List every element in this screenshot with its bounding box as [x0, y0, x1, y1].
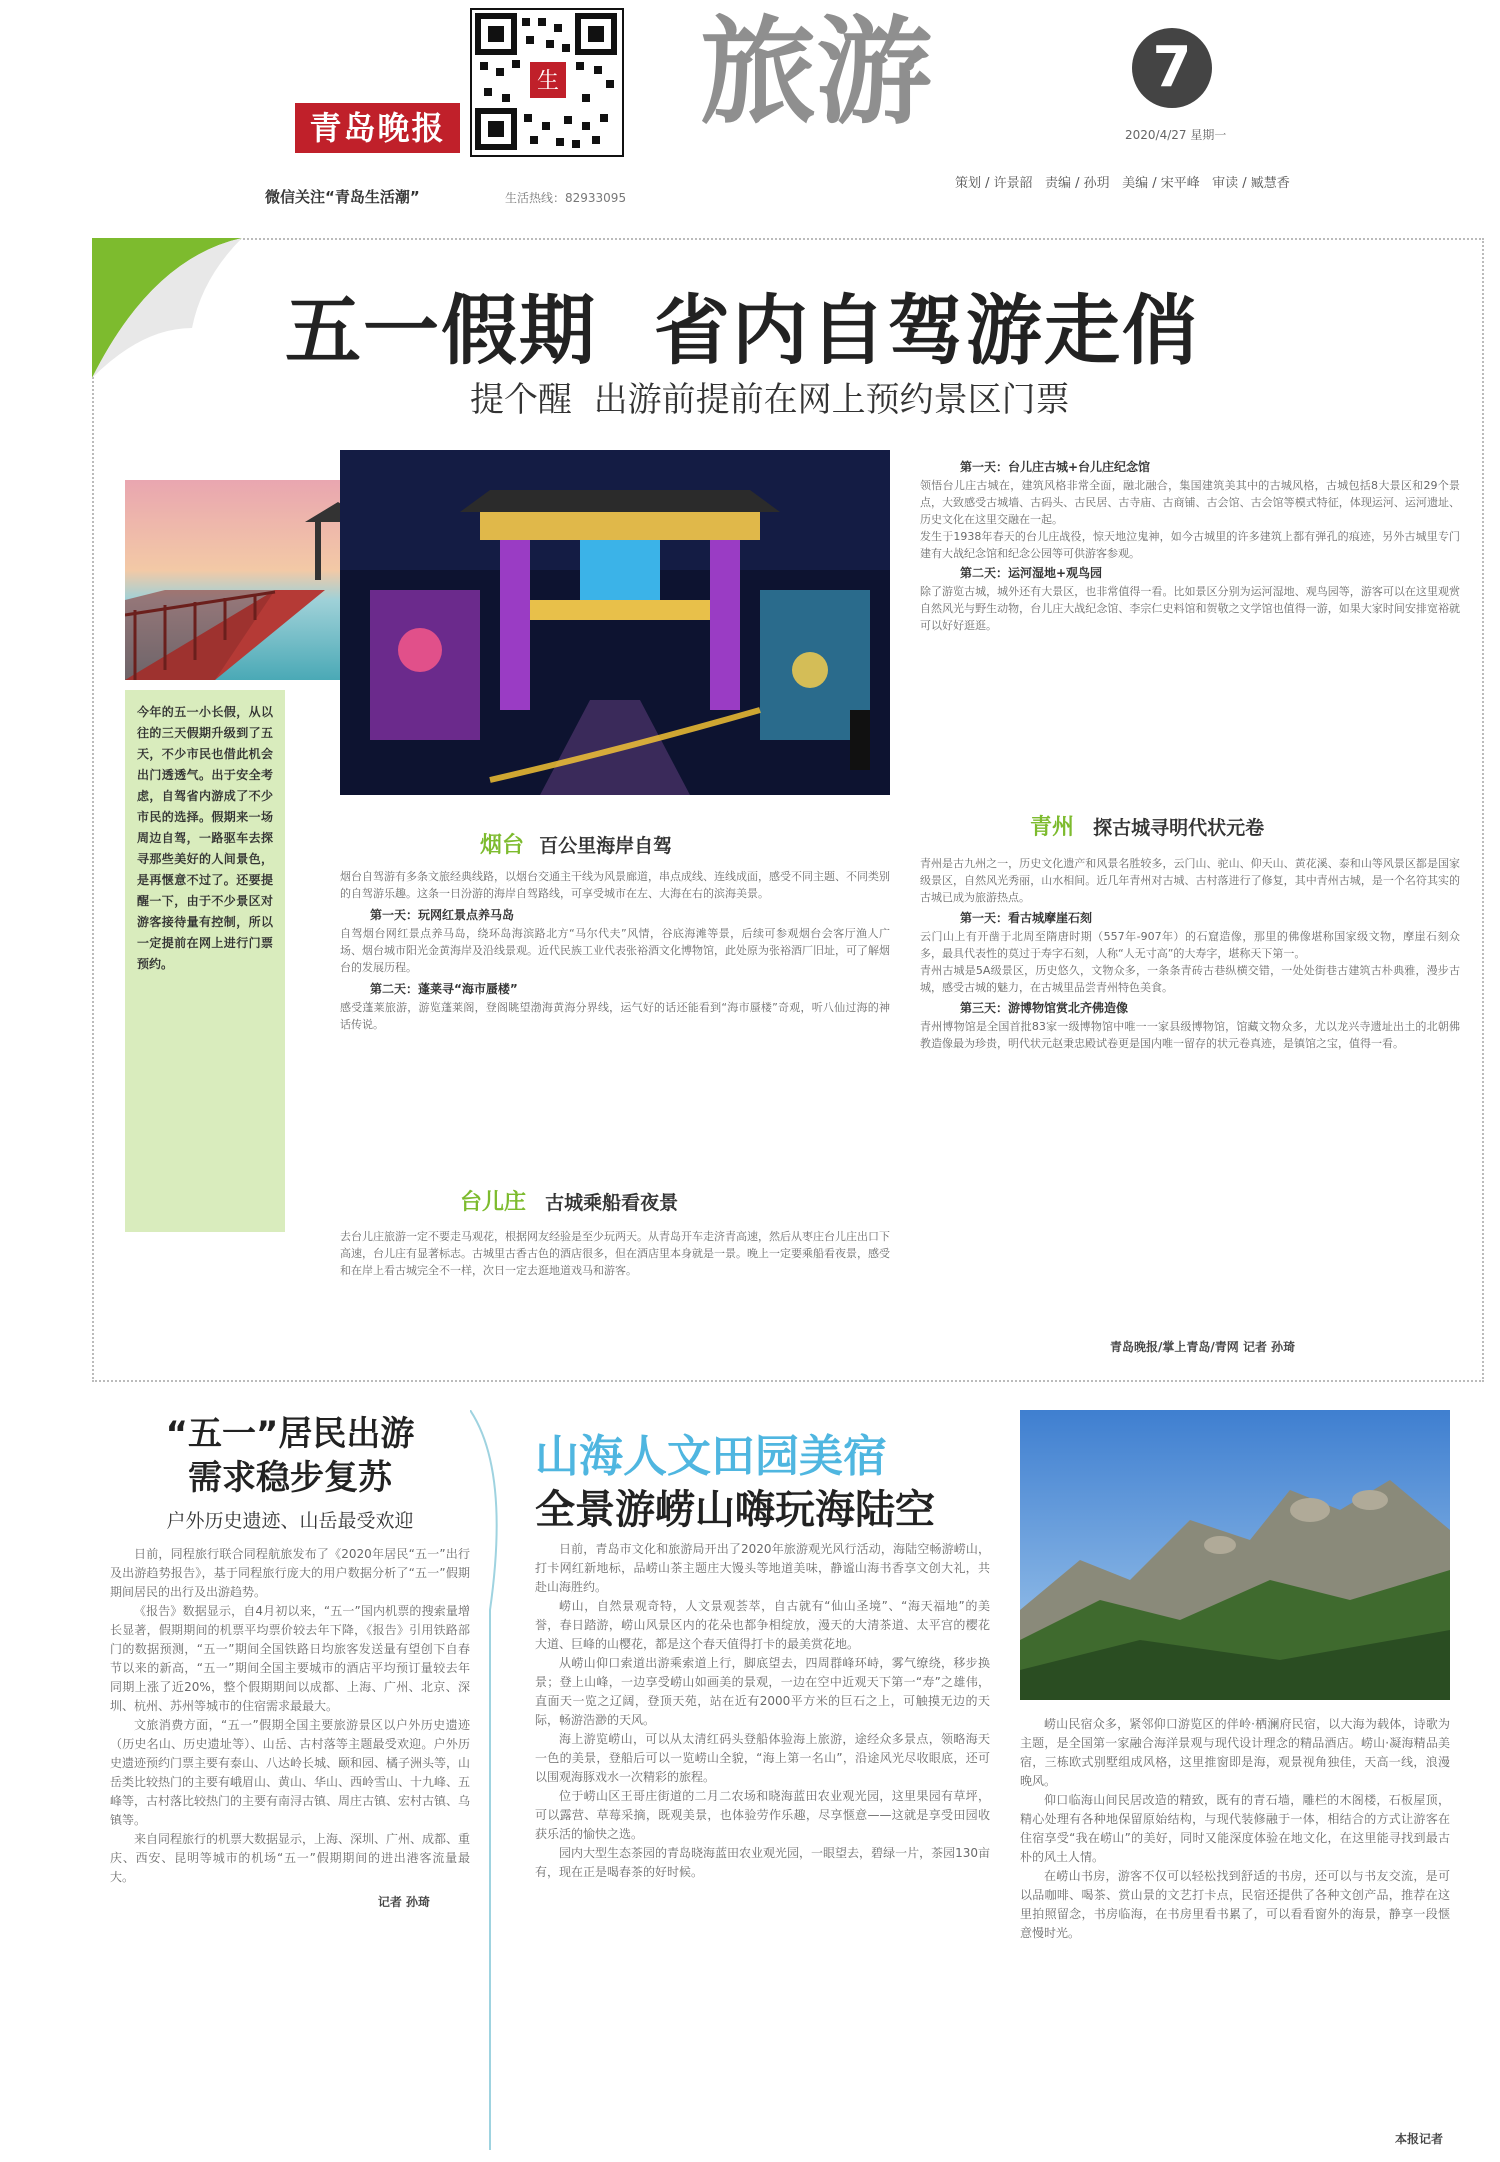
laoshan-title-1: 山海人文田园美宿: [535, 1431, 887, 1482]
feature-headline: 五一假期 省内自驾游走俏: [285, 286, 1200, 375]
svg-text:生: 生: [536, 69, 560, 94]
editor-credits: 策划 / 许景韶 责编 / 孙玥 美编 / 宋平峰 审读 / 臧慧香: [955, 176, 1290, 191]
article-divider: [470, 1410, 530, 2150]
demand-subtitle: 户外历史遗迹、山岳最受欢迎: [166, 1510, 414, 1532]
qingzhou-place: 青州: [1030, 815, 1075, 840]
side-note-text: 今年的五一小长假，从以往的三天假期升级到了五天，不少市民也借此机会出门透透气。出于安全考虑，自驾省内游成了不少市民的选择。假期来一场周边自驾，一路驱车去探寻那些美好的人间景色，是再惬意不过了。还要提醒一下，由于不少景区对游客接待量有控制，所以一定提前在网上进行门票预约。: [137, 705, 273, 971]
qingzhou-heading: [1030, 810, 1264, 841]
feature-subhead: 提个醒 出游前提前在网上预约景区门票: [470, 380, 1070, 420]
qingzhou-day1-text: 云门山上有开凿于北周至隋唐时期（557年-907年）的石窟造像，那里的佛像堪称国家级文物，摩崖石刻众多，最具代表性的莫过于寿字石刻，人称“人无寸高”的大寿字，堪称天下第一。: [920, 930, 1460, 960]
demand-article: [110, 1412, 470, 1910]
qr-code-icon: [470, 8, 624, 157]
laoshan-p3: 从崂山仰口索道出游乘索道上行，脚底望去，四周群峰环峙，雾气缭绕，移步换景；登上山峰，一边享受崂山如画美的景观，一边在空中近观天下第一“寿”之雄伟，直面天一览之辽阔，登顶天苑，站在近有2000平方米的巨石之上，可触摸无边的天际，畅游浩渺的天风。: [535, 1656, 990, 1727]
taierzhuang-day2-title: 第二天：运河湿地+观鸟园: [960, 566, 1103, 580]
qingzhou-day1-text2: 青州古城是5A级景区，历史悠久，文物众多，一条条青砖古巷纵横交错，一处处街巷古建筑古朴典雅，漫步古城，感受古城的魅力，在古城里品尝青州特色美食。: [920, 964, 1460, 994]
taierzhuang-day2-text: 除了游览古城，城外还有大景区，也非常值得一看。比如景区分别为运河湿地、观鸟园等，游客可以在这里观赏自然风光与野生动物，台儿庄大战纪念馆、李宗仁史料馆和贺敬之文学馆也值得一游，如果大家时间安排宽裕就可以好好逛逛。: [920, 585, 1460, 632]
demand-credit: 记者 孙琦: [377, 1895, 430, 1909]
yantai-title: 百公里海岸自驾: [539, 835, 673, 857]
taierzhuang-heading: [460, 1185, 678, 1216]
demand-p4: 来自同程旅行的机票大数据显示，上海、深圳、广州、成都、重庆、西安、昆明等城市的机场“五一”假期期间的进出港客流量最大。: [110, 1832, 471, 1884]
wechat-follow: 微信关注“青岛生活潮”: [265, 188, 420, 206]
laoshan-p5: 位于崂山区王哥庄街道的二月二农场和晓海蓝田农业观光园，这里果园有草坪，可以露营、草莓采摘，既观美景，也体验劳作乐趣，尽享惬意——这就是享受田园收获乐活的愉快之选。: [535, 1789, 990, 1841]
laoshan-p1: 日前，青岛市文化和旅游局开出了2020年旅游观光风行活动，海陆空畅游崂山，打卡网红新地标，品崂山茶主题庄大馒头等地道美味，静谧山海书香享文创大礼，共赴山海胜约。: [535, 1542, 990, 1594]
taierzhuang-title: 古城乘船看夜景: [545, 1192, 679, 1214]
page-curl-decoration: [92, 238, 242, 378]
qingzhou-body: [920, 855, 1460, 1052]
yantai-day2-text: 感受蓬莱旅游，游览蓬莱阁，登阁眺望渤海黄海分界线，运气好的话还能看到“海市蜃楼”奇观，听八仙过海的神话传说。: [340, 1001, 890, 1031]
taierzhuang-day1-text2: 发生于1938年春天的台儿庄战役，惊天地泣鬼神，如今古城里的许多建筑上都有弹孔的痕迹，另外古城里专门建有大战纪念馆和纪念公园等可供游客参观。: [920, 530, 1460, 560]
taierzhuang-days: [920, 458, 1460, 634]
laoshan-p6: 园内大型生态茶园的青岛晓海蓝田农业观光园，一眼望去，碧绿一片，茶园130亩有，现在正是喝春茶的好时候。: [535, 1846, 990, 1879]
page-number-badge: 7: [1132, 28, 1212, 108]
demand-p3: 文旅消费方面，“五一”假期全国主要旅游景区以户外历史遗迹（历史名山、历史遗址等）、山岳、古村落等主题最受欢迎。户外历史遗迹预约门票主要有泰山、八达岭长城、颐和园、橘子洲头等，山岳类比较热门的主要有峨眉山、黄山、华山、西岭雪山、十九峰、五峰等，古村落比较热门的主要有南浔古镇、周庄古镇、宏村古镇、乌镇等。: [110, 1718, 471, 1827]
yantai-day1-text: 自驾烟台网红景点养马岛，绕环岛海滨路北方“马尔代夫”风情，谷底海滩等景，后续可参观烟台会客厅渔人广场、烟台城市阳光金黄海岸及沿线景观。近代民族工业代表张裕酒文化博物馆，此处原为张裕酒厂旧址，可了解烟台的发展历程。: [340, 927, 890, 974]
yantai-heading: [480, 828, 672, 859]
laoshan-p4: 海上游览崂山，可以从太清红码头登船体验海上旅游，途经众多景点，领略海天一色的美景，登船后可以一览崂山全貌，“海上第一名山”，沿途风光尽收眼底，还可以围观海豚戏水一次精彩的旅程。: [535, 1732, 990, 1784]
taierzhuang-intro: 去台儿庄旅游一定不要走马观花，根据网友经验是至少玩两天。从青岛开车走济青高速，然后从枣庄台儿庄出口下高速，台儿庄有显著标志。古城里古香古色的酒店很多，但在酒店里本身就是一景。晚上一定要乘船看夜景，感受和在岸上看古城完全不一样，次日一定去逛地道戏马和游客。: [340, 1230, 890, 1277]
demand-p2: 《报告》数据显示，自4月初以来，“五一”国内机票的搜索量增长显著，假期期间的机票平均票价较去年下降，《报告》引用铁路部门的数据预测，“五一”期间全国铁路日均旅客发送量有望创下自春节以来的新高，“五一”期间全国主要城市的酒店平均预订量较去年同期上涨了近20%，整个假期期间以成都、上海、广州、北京、深圳、杭州、苏州等城市的住宿需求最最大。: [110, 1604, 470, 1713]
qingzhou-day2-title: 第三天：游博物馆赏北齐佛造像: [960, 1001, 1129, 1015]
yantai-intro: 烟台自驾游有多条文旅经典线路，以烟台交通主干线为风景廊道，串点成线、连线成面，感受不同主题、不同类别的自驾游乐趣。这条一日汾游的海岸自驾路线，可享受城市在左、大海在右的滨海美景。: [340, 870, 890, 900]
issue-date: 2020/4/27 星期一: [1125, 128, 1227, 142]
laoshan-col1: [535, 1540, 990, 1882]
yantai-body: [340, 868, 890, 1033]
laoshan-title-2: 全景游崂山嗨玩海陆空: [535, 1487, 935, 1533]
laoshan-mountain-photo: [1020, 1410, 1450, 1700]
demand-p1: 日前，同程旅行联合同程航旅发布了《2020年居民“五一”出行及出游趋势报告》，基于同程旅行庞大的用户数据分析了“五一”假期期间居民的出行及出游趋势。: [110, 1547, 470, 1599]
taierzhuang-day1-title: 第一天：台儿庄古城+台儿庄纪念馆: [960, 460, 1151, 474]
masthead: [0, 0, 1500, 225]
newspaper-logo: 青岛晚报: [295, 103, 460, 153]
laoshan-p7: 崂山民宿众多，紧邻仰口游览区的伴岭·栖澜府民宿，以大海为载体，诗歌为主题，是全国第一家融合海洋景观与现代设计理念的精品酒店。崂山·凝海精品美宿，三栋欧式别墅组成风格，这里推窗即是海，观景视角独佳，天高一线，浪漫晚风。: [1020, 1717, 1450, 1788]
yantai-day2-title: 第二天：蓬莱寻“海市蜃楼”: [370, 982, 518, 996]
section-title: 旅游: [700, 5, 932, 140]
taierzhuang-day1-text: 领悟台儿庄古城在，建筑风格非常全面，融北融合，集国建筑美其中的古城风格，古城包括8大景区和29个景点，大致感受古城墙、古码头、古民居、古寺庙、古商铺、古会馆、古会馆等模式特征，体现运河、运河遗址、历史文化在这里交融在一起。: [920, 479, 1460, 526]
night-archway-photo: [340, 450, 890, 795]
laoshan-p8: 仰口临海山间民居改造的精致，既有的青石墙，雕栏的木阁楼，石板屋顶，精心处理有各种地保留原始结构，与现代装修融于一体，相结合的方式让游客在住宿享受“我在崂山”的美好，同时又能深度体验在地文化，在这里能寻找到最古朴的风土人情。: [1020, 1793, 1450, 1864]
qingzhou-day1-title: 第一天：看古城摩崖石刻: [960, 911, 1093, 925]
taierzhuang-place: 台儿庄: [460, 1190, 527, 1215]
qingzhou-intro: 青州是古九州之一，历史文化遗产和风景名胜较多，云门山、驼山、仰天山、黄花溪、泰和山等风景区都是国家级景区，自然风光秀丽，山水相间。近几年青州对古城、古村落进行了修复，其中青州古城，是一个名符其实的古城已成为旅游热点。: [920, 857, 1460, 904]
demand-title-1: “五一”居民出游: [165, 1414, 415, 1454]
laoshan-credit: 本报记者: [1395, 2132, 1444, 2146]
laoshan-col2: [1020, 1715, 1450, 1943]
yantai-place: 烟台: [480, 833, 525, 858]
feature-credit: 青岛晚报/掌上青岛/青网 记者 孙琦: [1110, 1340, 1296, 1354]
side-note-box: [125, 690, 285, 1232]
demand-title-2: 需求稳步复苏: [188, 1458, 392, 1498]
yantai-day1-title: 第一天：玩网红景点养马岛: [370, 908, 515, 922]
hotline: 生活热线：82933095: [505, 191, 627, 205]
laoshan-p9: 在崂山书房，游客不仅可以轻松找到舒适的书房，还可以与书友交流，是可以品咖啡、喝茶、赏山景的文艺打卡点，民宿还提供了各种文创产品，推荐在这里拍照留念，书房临海，在书房里看书累了，可以看看窗外的海景，静享一段惬意慢时光。: [1020, 1869, 1450, 1940]
qingzhou-day2-text: 青州博物馆是全国首批83家一级博物馆中唯一一家县级博物馆，馆藏文物众多，尤以龙兴寺遗址出土的北朝佛教造像最为珍贵，明代状元赵秉忠殿试卷更是国内唯一留存的状元卷真迹，是镇馆之宝，值得一看。: [920, 1020, 1460, 1050]
laoshan-p2: 崂山，自然景观奇特，人文景观荟萃，自古就有“仙山圣境”、“海天福地”的美誉，春日踏游，崂山风景区内的花朵也都争相绽放，漫天的大清茶道、太平宫的樱花大道、巨峰的山樱花，都是这个春天值得打卡的最美赏花地。: [535, 1599, 990, 1651]
qingzhou-title: 探古城寻明代状元卷: [1093, 817, 1265, 839]
